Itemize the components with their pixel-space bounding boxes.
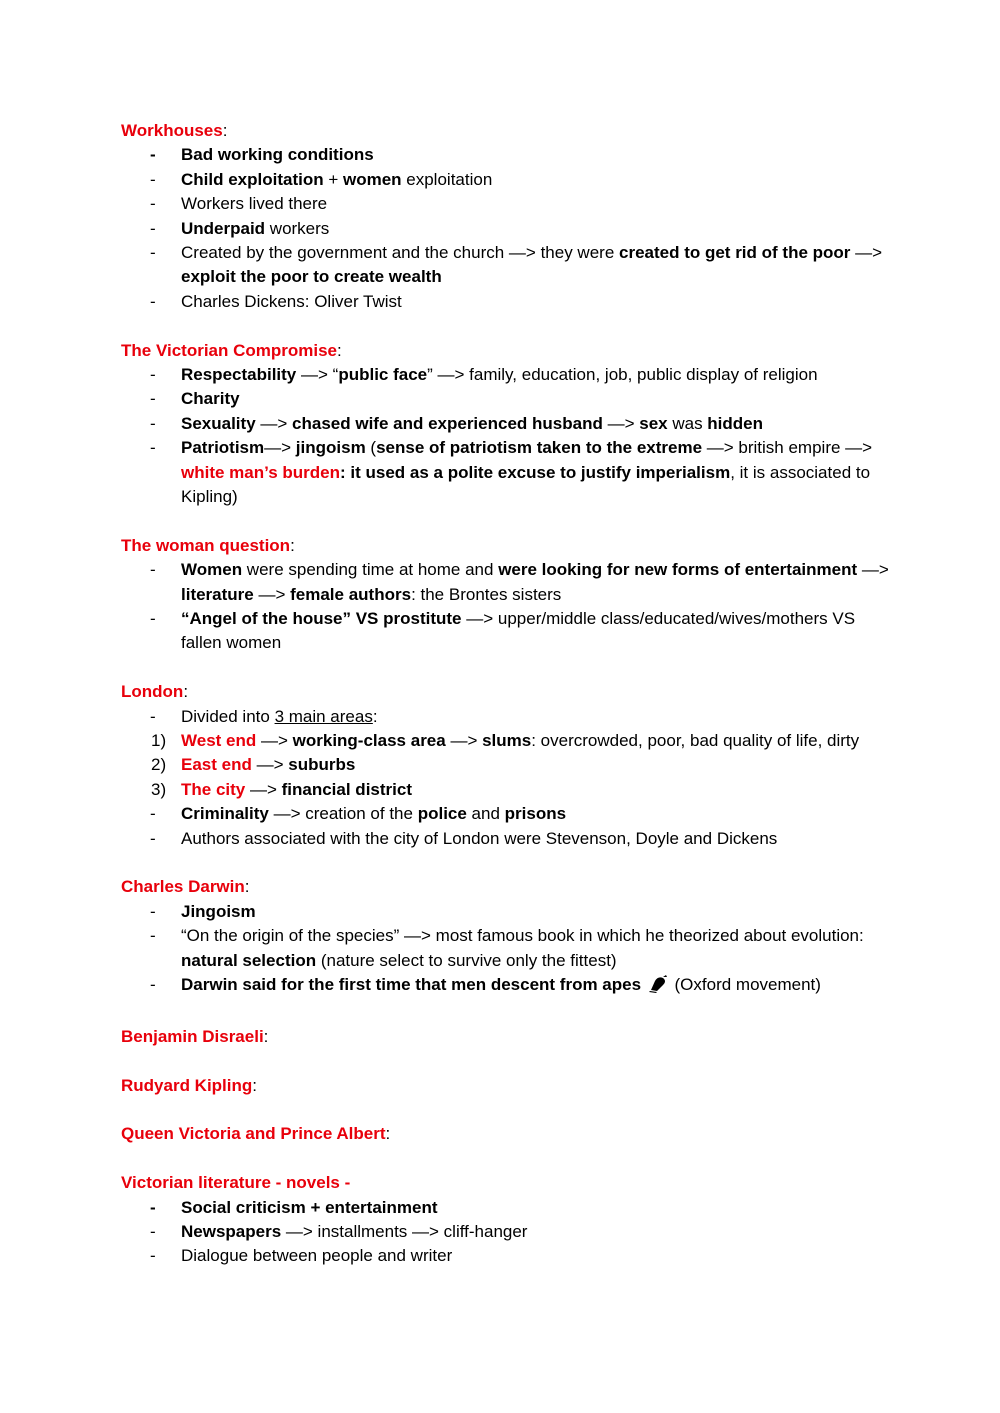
text-run: Patriotism (181, 438, 265, 458)
list-item (121, 168, 891, 192)
heading-colon: : (263, 1026, 269, 1046)
text-run: exploitation (401, 169, 493, 189)
list-item (121, 900, 891, 924)
section-heading (121, 1074, 891, 1098)
text-run (641, 975, 646, 994)
text-run: were spending time at home and (242, 560, 499, 580)
bullet-dash: - (150, 365, 156, 385)
section-queen-victoria-and-prince-albert (121, 1122, 891, 1146)
text-run: Social criticism + entertainment (181, 1197, 438, 1217)
text-run: women (342, 169, 402, 189)
section-benjamin-disraeli (121, 1025, 891, 1049)
section-heading (121, 1171, 891, 1195)
section-title: Workhouses (121, 121, 223, 140)
text-run: —> british empire —> (702, 438, 873, 458)
list-item (121, 1220, 891, 1244)
list-item (121, 143, 891, 167)
text-run: police (417, 804, 467, 824)
text-run: was (667, 413, 708, 433)
text-run: —> (602, 413, 640, 433)
bullet-dash: - (150, 218, 156, 238)
bullet-dash: - (150, 1197, 156, 1217)
text-run: Bad working conditions (181, 145, 374, 165)
bullet-dash: - (150, 1246, 156, 1266)
text-run: 3 main areas (274, 706, 373, 726)
section-title: London (121, 682, 184, 702)
section-workhouses (121, 119, 891, 314)
list-number: 3) (151, 779, 167, 799)
text-run: : (372, 706, 378, 726)
text-run: Created by the government and the church —> they were (181, 243, 619, 263)
section-title: Victorian literature - novels - (121, 1173, 351, 1193)
bullet-dash: - (150, 609, 156, 629)
section-heading (121, 1025, 891, 1049)
section-victorian-literature-novels (121, 1171, 891, 1269)
heading-colon: : (385, 1124, 391, 1144)
text-run: literature (181, 584, 254, 604)
list-item (121, 387, 891, 411)
section-title: Rudyard Kipling (121, 1075, 253, 1095)
text-run: Dialogue between people and writer (181, 1246, 453, 1266)
text-run: working-class area (292, 731, 446, 751)
bullet-list (121, 143, 891, 314)
text-run: prisons (504, 804, 567, 824)
bullet-dash: - (150, 169, 156, 189)
text-run: —> upper/middle class/educated/wives/mothers VS fallen women (181, 609, 856, 653)
text-run: exploit the poor to create wealth (181, 267, 442, 287)
text-run: suburbs (288, 755, 356, 775)
bell-icon (648, 975, 668, 1000)
text-run: female authors (290, 584, 412, 604)
text-run: Respectability (181, 365, 297, 385)
bullet-dash: - (150, 828, 156, 848)
list-item (121, 729, 891, 753)
text-run: Darwin said for the first time that men descent from apes (181, 975, 642, 995)
text-run: created to get rid of the poor (619, 243, 851, 263)
list-item (121, 778, 891, 802)
bullet-dash: - (150, 413, 156, 433)
list-item (121, 436, 891, 509)
section-title: Queen Victoria and Prince Albert (121, 1124, 386, 1144)
text-run: + (323, 169, 343, 189)
section-heading (121, 680, 891, 704)
text-run: “Angel of the house” VS prostitute (181, 609, 462, 629)
list-item (121, 827, 891, 851)
list-item (121, 973, 891, 1000)
text-run: sense of patriotism taken to the extreme (376, 438, 703, 458)
text-run: ( (365, 438, 377, 458)
text-run: Workers lived there (181, 194, 328, 214)
bullet-dash: - (150, 243, 156, 263)
text-run: The city (181, 779, 246, 799)
document-page (121, 119, 891, 1293)
list-item (121, 1196, 891, 1220)
list-item (121, 192, 891, 216)
list-number: 1) (151, 731, 167, 751)
list-item (121, 607, 891, 656)
section-heading (121, 119, 891, 143)
text-run: and (466, 804, 505, 824)
section-title: The woman question (121, 535, 291, 555)
list-item (121, 241, 891, 290)
text-run: Underpaid (181, 218, 266, 238)
text-run: —> creation of the (268, 804, 418, 824)
text-run: Authors associated with the city of London were Stevenson, Doyle and Dickens (181, 828, 778, 848)
text-run: —> (445, 731, 483, 751)
list-item (121, 753, 891, 777)
text-run: (nature select to survive only the fittest) (316, 950, 617, 970)
text-run: Charity (181, 389, 240, 409)
text-run: , it is associated to Kipling) (181, 462, 871, 507)
section-the-woman-question (121, 534, 891, 656)
bullet-dash: - (150, 804, 156, 824)
text-run: East end (181, 755, 252, 775)
bullet-list (121, 1196, 891, 1269)
text-run: —> (245, 779, 282, 799)
section-rudyard-kipling (121, 1074, 891, 1098)
text-run: —> (264, 438, 296, 458)
text-run: Sexuality (181, 413, 256, 433)
text-run: : the Brontes sisters (411, 584, 562, 604)
section-title: The Victorian Compromise (121, 340, 338, 360)
list-item (121, 1244, 891, 1268)
bullet-dash: - (150, 145, 156, 165)
bullet-dash: - (150, 560, 156, 580)
text-run: “On the origin of the species” —> most famous book in which he theorized about evolution: (181, 926, 864, 946)
text-run: —> (253, 584, 291, 604)
section-title: Charles Darwin (121, 877, 245, 897)
bullet-dash: - (150, 901, 156, 921)
text-run: ” —> family, education, job, public display of religion (427, 365, 818, 385)
list-item (121, 412, 891, 436)
list-item (121, 290, 891, 314)
list-item (121, 217, 891, 241)
section-heading (121, 875, 891, 899)
heading-colon: : (337, 340, 342, 360)
bullet-list (121, 558, 891, 656)
bullet-dash: - (150, 706, 156, 726)
bullet-list (121, 705, 891, 851)
bullet-dash: - (150, 389, 156, 409)
list-number: 2) (151, 755, 167, 775)
text-run: —> (251, 755, 289, 775)
heading-colon: : (244, 877, 250, 897)
text-run: —> installments —> cliff-hanger (281, 1222, 528, 1242)
bullet-list (121, 900, 891, 1001)
text-run: : overcrowded, poor, bad quality of life, dirty (531, 731, 860, 751)
text-run: —> “ (296, 365, 339, 385)
text-run: sex (639, 413, 668, 433)
heading-colon: : (290, 535, 295, 555)
text-run: hidden (707, 413, 764, 433)
section-title: Benjamin Disraeli (121, 1026, 264, 1046)
list-item (121, 802, 891, 826)
text-run: Jingoism (181, 901, 256, 921)
text-run: —> (850, 243, 883, 263)
heading-colon: : (252, 1075, 258, 1095)
text-run: were looking for new forms of entertainment (498, 560, 858, 580)
section-heading (121, 339, 891, 363)
bullet-dash: - (150, 926, 156, 946)
text-run: Women (181, 560, 243, 580)
text-run: natural selection (181, 950, 317, 970)
text-run: West end (181, 731, 257, 751)
text-run: —> (256, 731, 293, 751)
heading-colon: : (183, 682, 189, 702)
text-run: : it used as a polite excuse to justify imperialism (340, 462, 731, 482)
text-run: white man’s burden (181, 462, 341, 482)
text-run: Child exploitation (181, 169, 324, 189)
text-run: —> (255, 413, 293, 433)
list-item (121, 924, 891, 973)
text-run: —> (857, 560, 889, 580)
list-item (121, 705, 891, 729)
bullet-dash: - (150, 291, 156, 311)
text-run: financial district (281, 779, 412, 799)
bullet-list (121, 363, 891, 509)
section-heading (121, 1122, 891, 1146)
text-run: workers (265, 218, 330, 238)
text-run: jingoism (295, 438, 366, 458)
bullet-dash: - (150, 975, 156, 995)
bullet-dash: - (150, 438, 156, 458)
text-run: chased wife and experienced husband (292, 413, 603, 433)
section-heading (121, 534, 891, 558)
section-london (121, 680, 891, 851)
text-run: Criminality (181, 804, 269, 824)
text-run: public face (338, 365, 428, 385)
text-run: Charles Dickens: Oliver Twist (181, 291, 402, 311)
text-run: slums (482, 731, 532, 751)
section-charles-darwin (121, 875, 891, 1000)
bullet-dash: - (150, 194, 156, 214)
bullet-dash: - (150, 1222, 156, 1242)
text-run: Newspapers (181, 1222, 282, 1242)
list-item (121, 558, 891, 607)
list-item (121, 363, 891, 387)
text-run: Divided into (181, 706, 275, 726)
section-the-victorian-compromise (121, 339, 891, 510)
text-run: (Oxford movement) (669, 975, 821, 995)
heading-colon: : (222, 121, 228, 140)
